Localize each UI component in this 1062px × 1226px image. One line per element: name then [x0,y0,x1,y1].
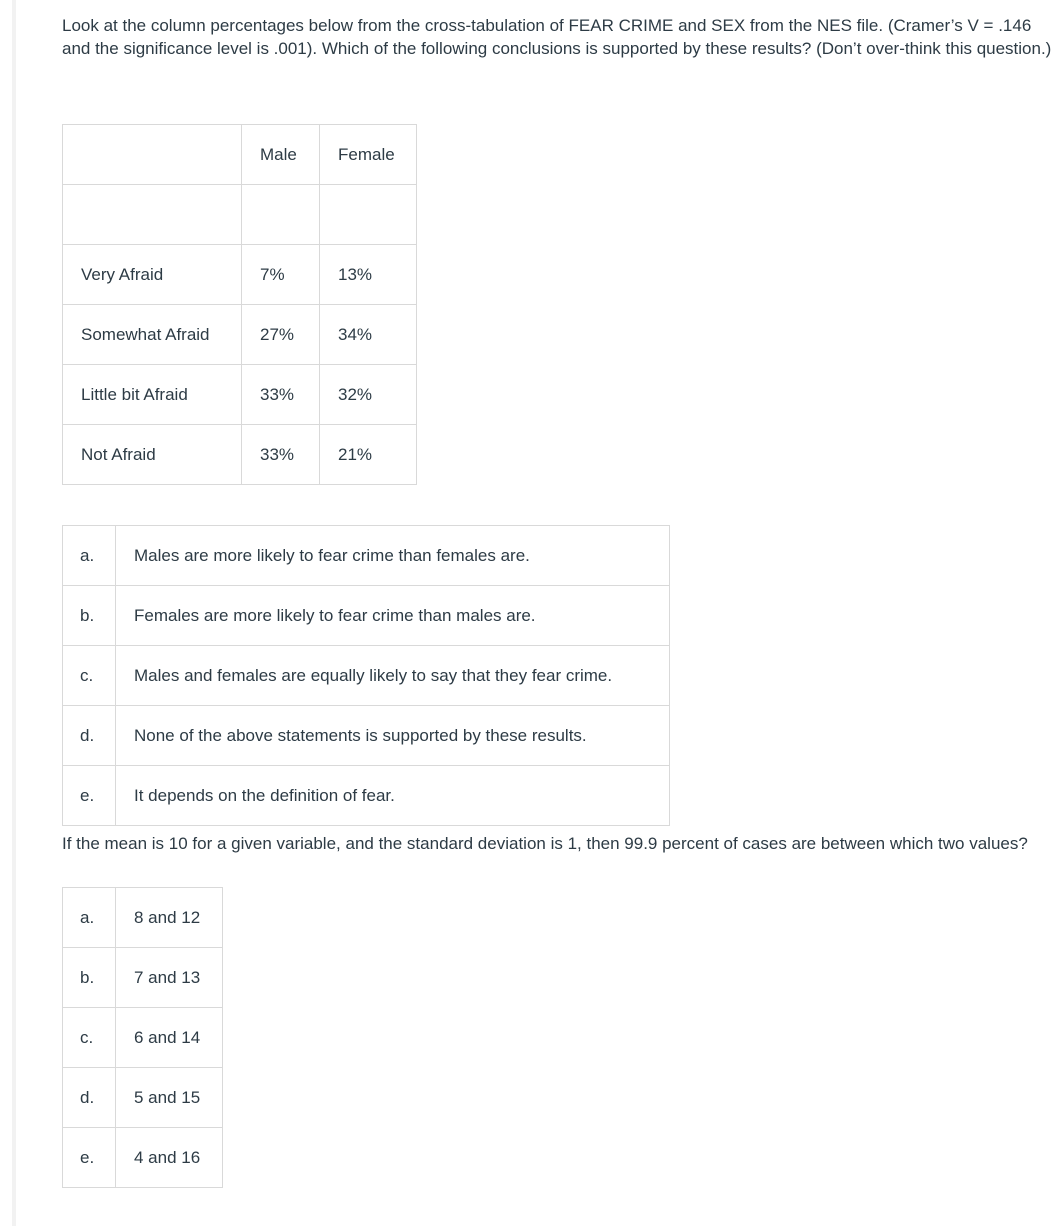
answer-option-d[interactable] [63,706,670,766]
female-value: 34% [320,305,417,365]
header-cell-female: Female [320,125,417,185]
answer-option-b[interactable] [63,948,223,1008]
option-text: 7 and 13 [116,948,223,1008]
male-value: 33% [242,365,320,425]
row-label: Little bit Afraid [63,365,242,425]
question-2-prompt: If the mean is 10 for a given variable, and the standard deviation is 1, then 99.9 percent of cases are between which two values? [62,834,1028,853]
female-value: 32% [320,365,417,425]
header-cell-male: Male [242,125,320,185]
option-letter: c. [63,646,116,706]
row-label: Very Afraid [63,245,242,305]
row-label: Not Afraid [63,425,242,485]
female-value: 13% [320,245,417,305]
crosstab-table [62,124,417,485]
answer-option-c[interactable] [63,646,670,706]
answer-option-d[interactable] [63,1068,223,1128]
table-row [63,425,417,485]
answer-option-a[interactable] [63,888,223,948]
answer-option-e[interactable] [63,766,670,826]
option-text: 6 and 14 [116,1008,223,1068]
row-label: Somewhat Afraid [63,305,242,365]
question-1-prompt: Look at the column percentages below from the cross-tabulation of FEAR CRIME and SEX from the NES file. (Cramer’s V = .146 and the significance level is .001). Which of the following conclusions is supported by these results? (Don’t over-think this question.) [62,16,1052,58]
answer-option-e[interactable] [63,1128,223,1188]
table-row [63,185,417,245]
male-value: 27% [242,305,320,365]
table-row [63,245,417,305]
header-cell-empty [63,125,242,185]
option-text: It depends on the definition of fear. [116,766,670,826]
option-text: 4 and 16 [116,1128,223,1188]
option-text: Males and females are equally likely to say that they fear crime. [116,646,670,706]
question-1-options [62,525,670,826]
question-2-options [62,887,223,1188]
answer-option-c[interactable] [63,1008,223,1068]
answer-option-b[interactable] [63,586,670,646]
female-value [320,185,417,245]
option-text: 5 and 15 [116,1068,223,1128]
row-label [63,185,242,245]
option-letter: e. [63,1128,116,1188]
option-letter: d. [63,1068,116,1128]
left-margin-rule [12,0,16,1226]
table-row [63,365,417,425]
option-text: Males are more likely to fear crime than females are. [116,526,670,586]
answer-option-a[interactable] [63,526,670,586]
option-letter: a. [63,526,116,586]
option-letter: b. [63,948,116,1008]
option-text: 8 and 12 [116,888,223,948]
option-text: None of the above statements is supported by these results. [116,706,670,766]
table-row [63,305,417,365]
female-value: 21% [320,425,417,485]
table-header-row [63,125,417,185]
male-value: 33% [242,425,320,485]
option-letter: d. [63,706,116,766]
option-letter: e. [63,766,116,826]
option-text: Females are more likely to fear crime than males are. [116,586,670,646]
male-value [242,185,320,245]
option-letter: b. [63,586,116,646]
male-value: 7% [242,245,320,305]
option-letter: a. [63,888,116,948]
option-letter: c. [63,1008,116,1068]
